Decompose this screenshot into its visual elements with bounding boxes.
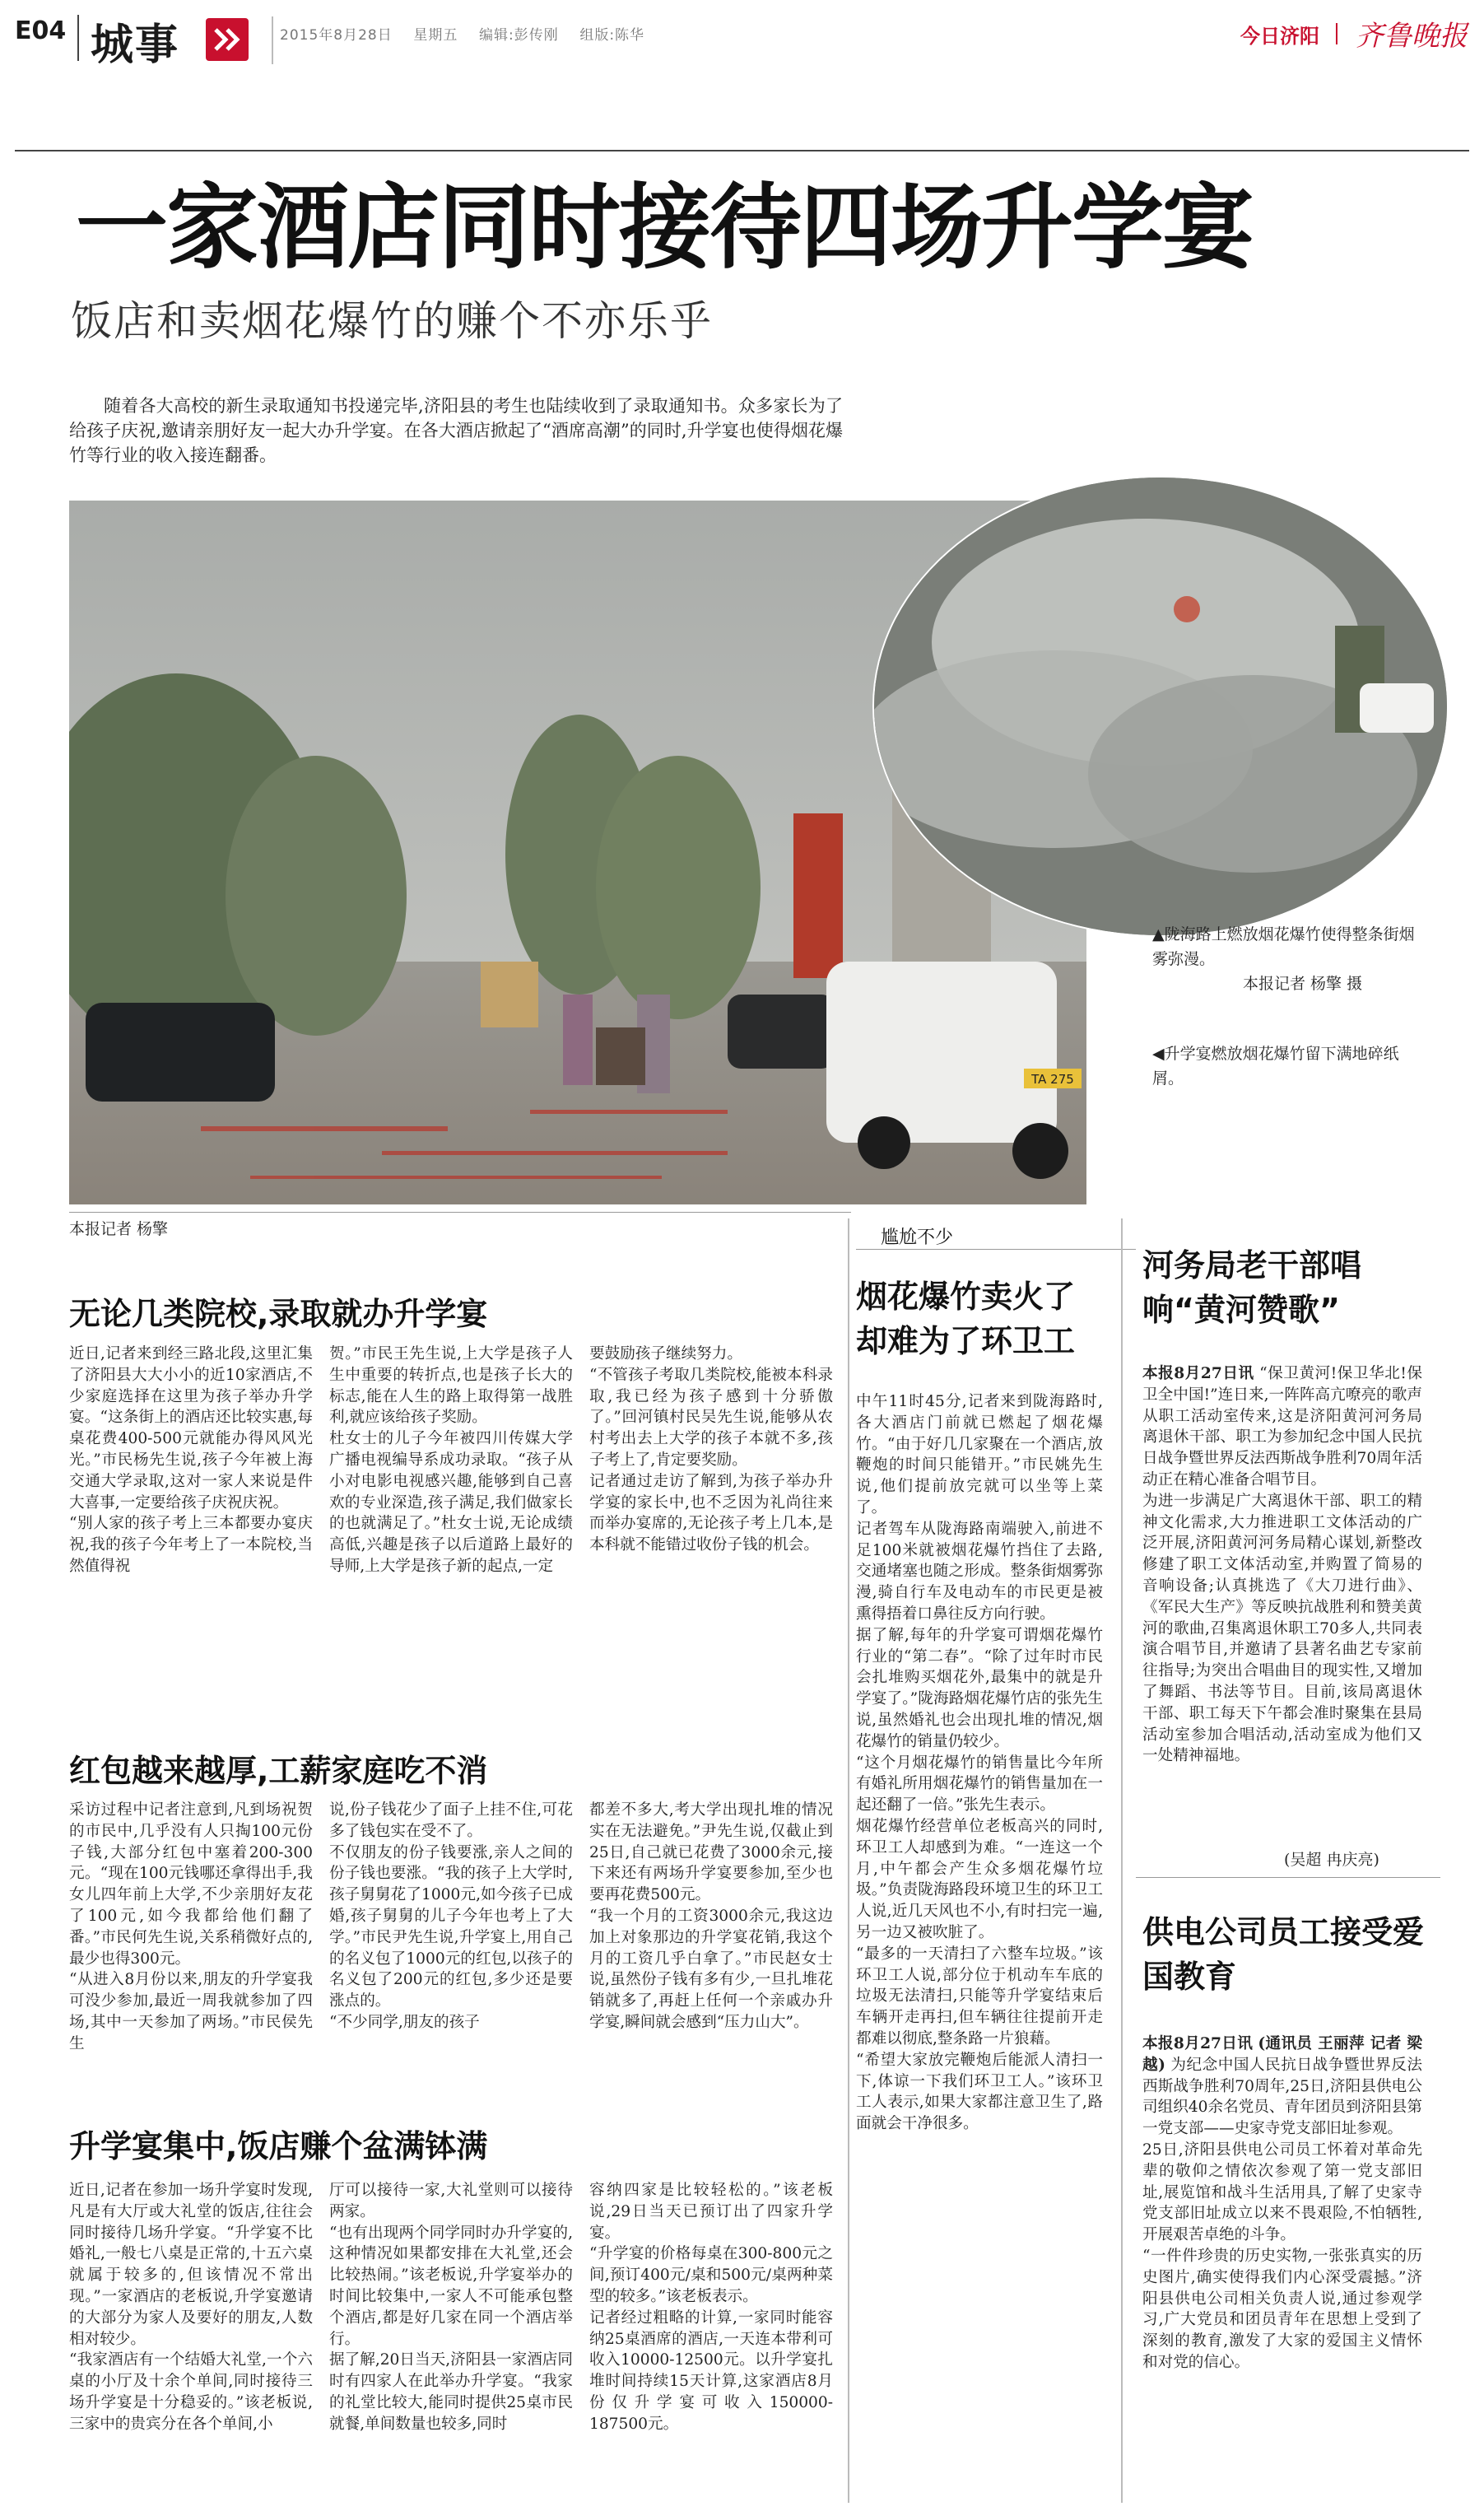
section-3-column-3: 容纳四家是比较轻松的。”该老板说,29日当天已预订出了四家升学宴。 “升学宴的价格每桌在300-800元之间,预订400元/桌和500元/桌两种菜型的较多。”该老板表示。 记者经过粗略的计算,一家同时能容纳25桌酒席的酒店,一天连本带利可收入10000-12500元。以升学宴扎堆时间持续15天计算,这家酒店8月份仅升学宴可收入150000-187500元。: [589, 2182, 833, 2433]
main-photo-caption: ◀升学宴燃放烟花爆竹留下满地碎纸屑。: [1152, 1045, 1399, 1088]
inset-caption: ▲陇海路上燃放烟花爆竹使得整条街烟雾弥漫。: [1152, 925, 1415, 968]
lead-paragraph: 随着各大高校的新生录取通知书投递完毕,济阳县的考生也陆续收到了录取通知书。众多家长为了给孩子庆祝,邀请亲朋好友一起大办升学宴。在各大酒店掀起了“酒席高潮”的同时,升学宴也使得烟花爆竹等行业的收入接连翻番。: [69, 396, 843, 465]
issue-meta: [280, 23, 644, 44]
brief-1-body: [1142, 1363, 1422, 1849]
newspaper-logo: 齐鲁晚报: [1356, 20, 1468, 53]
page-number: E04: [15, 16, 67, 45]
section-2-column-1: 采访过程中记者注意到,凡到场祝贺的市民中,几乎没有人只掏100元份子钱,大部分红包中塞着200-300元。“现在100元钱哪还拿得出手,我女儿四年前上大学,不少亲朋好友花了100元,如今我都给他们翻了番。”市民何先生说,关系稍微好点的,最少也得300元。 “从进入8月份以来,朋友的升学宴我可没少参加,最近一周我就参加了四场,其中一天参加了两场。”市民侯先生: [69, 1801, 313, 2052]
issue-date: 2015年8月28日: [280, 27, 393, 44]
section-1-column-1: 近日,记者来到经三路北段,这里汇集了济阳县大大小小的近10家酒店,不少家庭选择在这里为孩子举办升学宴。“这条街上的酒店还比较实惠,每桌花费400-500元就能办得风风光光。”市民杨先生说,孩子今年被上海交通大学录取,这对一家人来说是件大喜事,一定要给孩子庆祝庆祝。 “别人家的孩子考上三本都要办宴庆祝,我的孩子今年考上了一本院校,当然值得祝: [69, 1345, 313, 1575]
section-1-column-2: 贺。”市民王先生说,上大学是孩子人生中重要的转折点,也是孩子长大的标志,能在人生的路上取得第一战胜利,就应该给孩子奖励。 杜女士的儿子今年被四川传媒大学广播电视编导系成功录取。“孩子从小对电影电视感兴趣,能够到自己喜欢的专业深造,孩子满足,我们做家长的也就满足了。”杜女士说,无论成绩高低,兴趣是孩子以后道路上最好的导师,上大学是孩子新的起点,一定: [329, 1345, 573, 1575]
issue-editor: 编辑:彭传刚: [478, 27, 559, 44]
subheadline: 饭店和卖烟花爆竹的赚个不亦乐乎: [71, 297, 713, 345]
brief-divider: [1136, 1877, 1440, 1878]
brief-2-headline: 供电公司员工接受爱国教育: [1142, 1914, 1425, 1995]
brief-2-dateline: 本报8月27日讯: [1142, 2035, 1254, 2052]
section-2-column-3: 都差不多大,考大学出现扎堆的情况实在无法避免。”尹先生说,仅截止到25日,自己就已花费了3000余元,接下来还有两场升学宴要参加,至少也要再花费500元。 “我一个月的工资3000余元,我这边加上对象那边的升学宴花销,我这个月的工资几乎白拿了。”市民赵女士说,虽然份子钱有多有少,一旦扎堆花销就多了,再赶上任何一个亲戚办升学宴,瞬间就会感到“压力山大”。: [589, 1801, 833, 2031]
brief-2-body: [1142, 2033, 1422, 2503]
section-arrow-icon: [206, 18, 249, 61]
brief-1-signature: (吴超 冉庆亮): [1284, 1851, 1379, 1869]
brief-2-text: 为纪念中国人民抗日战争暨世界反法西斯战争胜利70周年,25日,济阳县供电公司组织40余名党员、青年团员到济阳县第一党支部——史家寺党支部旧址参观。 25日,济阳县供电公司员工怀着对革命先辈的敬仰之情依次参观了第一党支部旧址,展览馆和战斗生活用具,了解了史家寺党支部旧址成立以来不畏艰险,不怕牺牲,开展艰苦卓绝的斗争。 “一件件珍贵的历史实物,一张张真实的历史图片,确实使得我们内心深受震撼。”济阳县供电公司相关负责人说,通过参观学习,广大党员和团员青年在思想上受到了深刻的教育,激发了大家的爱国主义情怀和对党的信心。: [1142, 2056, 1422, 2371]
column-divider: [1336, 23, 1337, 44]
issue-layout: 组版:陈华: [579, 27, 645, 44]
byline-rule: [69, 1212, 851, 1213]
photo-credit: 本报记者 杨擎 摄: [1243, 975, 1363, 993]
section-heading-2: 红包越来越厚,工薪家庭吃不消: [69, 1753, 488, 1789]
section-3-column-1: 近日,记者在参加一场升学宴时发现,凡是有大厅或大礼堂的饭店,往往会同时接待几场升学宴。“升学宴不比婚礼,一般七八桌是正常的,十五六桌就属于较多的,但该情况不常出现。”一家酒店的老板说,升学宴邀请的大部分为家人及要好的朋友,人数相对较少。 “我家酒店有一个结婚大礼堂,一个六桌的小厅及十余个单间,同时接待三场升学宴是十分稳妥的。”该老板说,三家中的贵宾分在各个单间,小: [69, 2182, 313, 2433]
section-heading-1: 无论几类院校,录取就办升学宴: [69, 1296, 488, 1332]
side-tag: 尴尬不少: [856, 1223, 1136, 1250]
brief-1-text: “保卫黄河!保卫华北!保卫全中国!”连日来,一阵阵高亢嘹亮的歌声从职工活动室传来,这是济阳黄河河务局离退休干部、职工为参加纪念中国人民抗日战争暨世界反法西斯战争胜利70周年活动正在精心准备合唱节目。 为进一步满足广大离退休干部、职工的精神文化需求,大力推进职工文体活动的广泛开展,济阳黄河河务局精心谋划,新整改修建了职工文体活动室,并购置了简易的音响设备;认真挑选了《大刀进行曲》、《军民大生产》等反映抗战胜利和赞美黄河的歌曲,召集离退休职工70多人,共同表演合唱节目,并邀请了县著名曲艺专家前往指导;为突出合唱曲目的现实性,又增加了舞蹈、书法等节目。目前,该局离退休干部、职工每天下午都会准时聚集在县局活动室参加合唱活动,活动室成为他们又一处精神福地。: [1142, 1365, 1422, 1765]
section-1-column-3: 要鼓励孩子继续努力。 “不管孩子考取几类院校,能被本科录取,我已经为孩子感到十分骄傲了。”回河镇村民吴先生说,能够从农村考出去上大学的孩子本就不多,孩子考上了,肯定要奖励。 记者通过走访了解到,为孩子举办升学宴的家长中,也不乏因为礼尚往来而举办宴席的,无论孩子考上几本,是本科就不能错过收份子钱的机会。: [589, 1345, 833, 1554]
section-2-column-2: 说,份子钱花少了面子上挂不住,可花多了钱包实在受不了。 不仅朋友的份子钱要涨,亲人之间的份子钱也要涨。“我的孩子上大学时,孩子舅舅花了1000元,如今孩子已成婚,孩子舅舅的儿子今年也考上了大学。”市民尹先生说,升学宴上,用自己的名义包了1000元的红包,以孩子的名义包了200元的红包,多少还是要涨点的。 “不少同学,朋友的孩子: [329, 1801, 573, 2031]
brief-2-source: (通讯员 王丽萍 记者 梁越): [1142, 2035, 1422, 2074]
column-divider-2: [1121, 1218, 1123, 2503]
byline: 本报记者 杨擎: [69, 1220, 169, 1238]
column-divider-1: [848, 1218, 849, 2503]
license-plate: TA 275: [1031, 1072, 1074, 1087]
header-divider: [77, 15, 79, 61]
brief-1-dateline: 本报8月27日讯: [1142, 1365, 1254, 1382]
brief-1-headline: 河务局老干部唱响“黄河赞歌”: [1142, 1247, 1362, 1328]
side-article-body: 中午11时45分,记者来到陇海路时,各大酒店门前就已燃起了烟花爆竹。“由于好几几家聚在一个酒店,放鞭炮的时间只能错开。”市民姚先生说,他们提前放完就可以坐等上菜了。 记者驾车从陇海路南端驶入,前进不足100米就被烟花爆竹挡住了去路,交通堵塞也随之形成。整条街烟雾弥漫,骑自行车及电动车的市民更是被熏得捂着口鼻往反方向行驶。 据了解,每年的升学宴可谓烟花爆竹行业的“第二春”。“除了过年时市民会扎堆购买烟花外,最集中的就是升学宴了。”陇海路烟花爆竹店的张先生说,虽然婚礼也会出现扎堆的情况,烟花爆竹的销量仍较少。 “这个月烟花爆竹的销售量比今年所有婚礼所用烟花爆竹的销售量加在一起还翻了一倍。”张先生表示。 烟花爆竹经营单位老板高兴的同时,环卫工人却感到为难。“一连这一个月,中午都会产生众多烟花爆竹垃圾。”负责陇海路段环境卫生的环卫工人说,近几天风也不小,有时扫完一遍,另一边又被吹脏了。 “最多的一天清扫了六整车垃圾。”该环卫工人说,部分位于机动车车底的垃圾无法清扫,只能等升学宴结束后车辆开走再扫,但车辆往往提前开走都难以彻底,整条路一片狼藉。 “希望大家放完鞭炮后能派人清扫一下,体谅一下我们环卫工人。”该环卫工人表示,如果大家都注意卫生了,路面就会干净很多。: [856, 1393, 1103, 2133]
section-3-column-2: 厅可以接待一家,大礼堂则可以接待两家。 “也有出现两个同学同时办升学宴的,这种情况如果都安排在大礼堂,还会比较热闹。”该老板说,升学宴举办的时间比较集中,一家人不可能承包整个酒店,都是好几家在同一个酒店举行。 据了解,20日当天,济阳县一家酒店同时有四家人在此举办升学宴。“我家的礼堂比较大,能同时提供25桌市民就餐,单间数量也较多,同时: [329, 2182, 573, 2433]
headline: 一家酒店同时接待四场升学宴: [76, 175, 1253, 282]
section-heading-3: 升学宴集中,饭店赚个盆满钵满: [69, 2128, 488, 2164]
side-headline: 烟花爆竹卖火了却难为了环卫工: [856, 1279, 1076, 1359]
header-separator: [272, 16, 273, 64]
column-name: 今日济阳: [1240, 25, 1319, 48]
smoke-inset-photo: [872, 476, 1449, 937]
issue-weekday: 星期五: [413, 27, 458, 44]
header-rule: [15, 150, 1469, 151]
section-title: 城事: [91, 21, 180, 70]
